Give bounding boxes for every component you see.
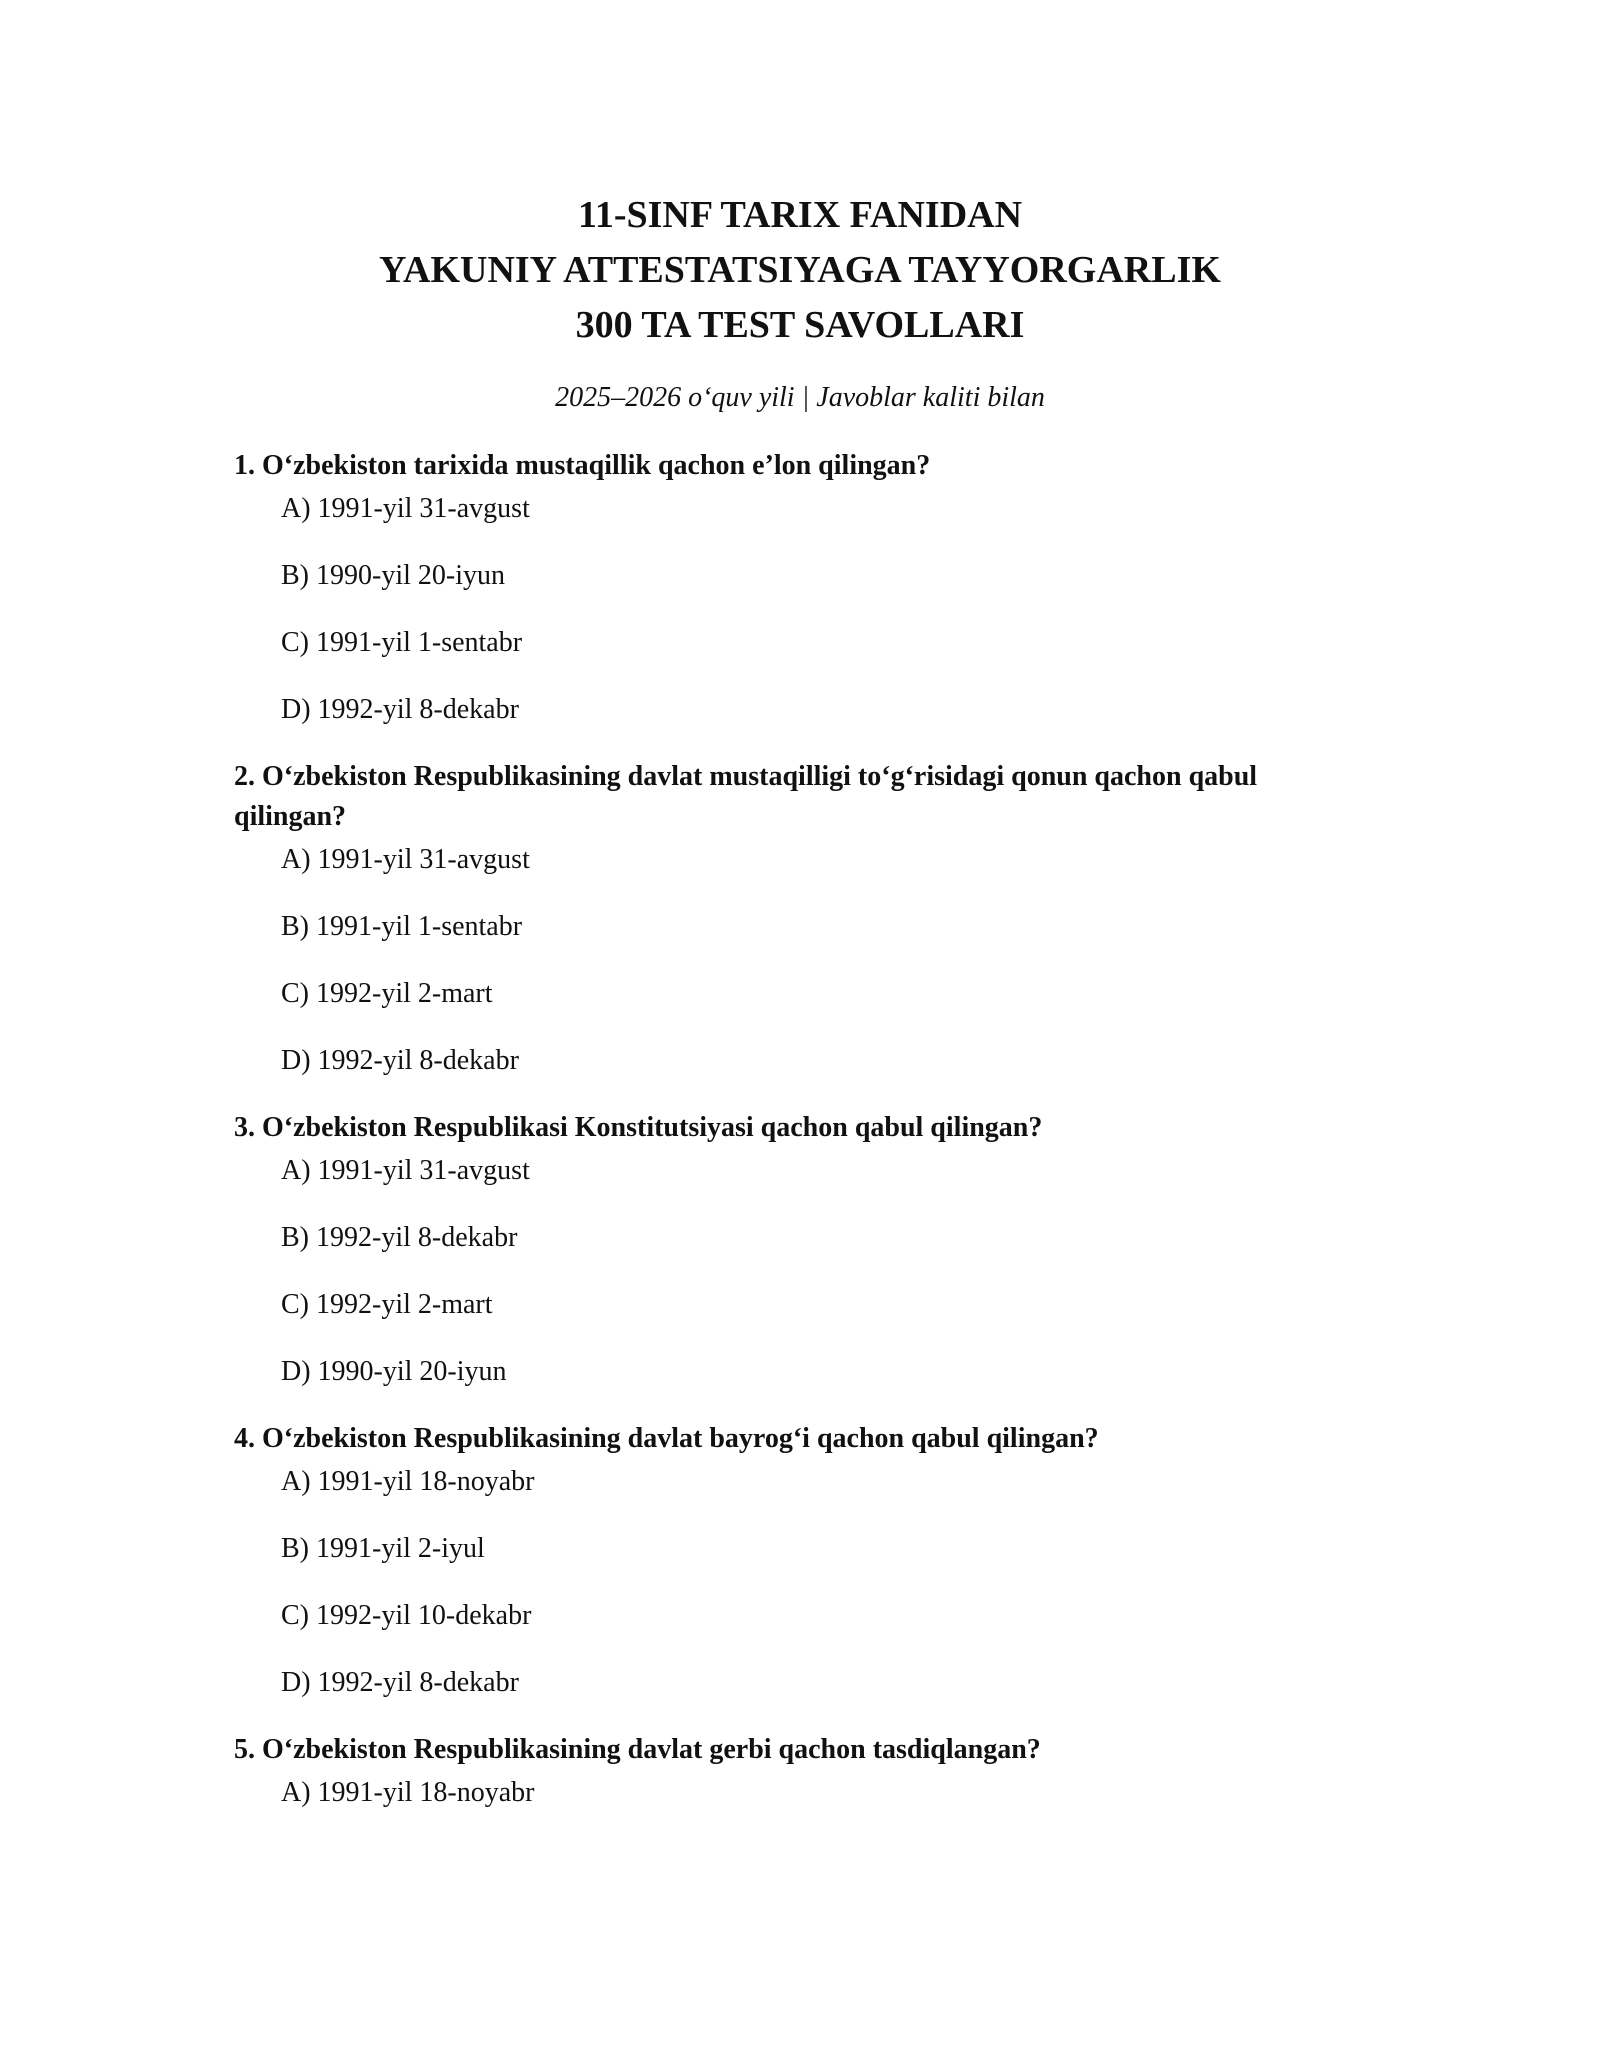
title-line-3: 300 TA TEST SAVOLLARI [575,304,1025,346]
answer-option-a: A) 1991-yil 31-avgust [281,493,530,524]
title-line-2: YAKUNIY ATTESTATSIYAGA TAYYORGARLIK [379,249,1221,291]
question-text: 2. O‘zbekiston Respublikasining davlat mustaqilligi to‘g‘risidagi qonun qachon qabul qilingan? [234,761,1258,832]
answer-option-d: D) 1992-yil 8-dekabr [281,694,519,725]
question-3 [234,1108,1354,1392]
answer-option-b: B) 1990-yil 20-iyun [281,560,505,591]
answer-option-d: D) 1990-yil 20-iyun [281,1356,507,1387]
question-1 [234,446,1354,730]
answer-option-c: C) 1992-yil 10-dekabr [281,1600,532,1631]
question-4 [234,1419,1354,1703]
document-subtitle: 2025–2026 o‘quv yili | Javoblar kaliti bilan [555,382,1045,413]
answer-option-a: A) 1991-yil 18-noyabr [281,1466,535,1497]
answer-option-b: B) 1991-yil 1-sentabr [281,911,523,942]
answer-option-a: A) 1991-yil 31-avgust [281,844,530,875]
answer-option-a: A) 1991-yil 31-avgust [281,1155,530,1186]
title-line-1: 11-SINF TARIX FANIDAN [577,194,1023,236]
answer-option-c: C) 1991-yil 1-sentabr [281,627,523,658]
answer-option-c: C) 1992-yil 2-mart [281,978,493,1009]
answer-option-c: C) 1992-yil 2-mart [281,1289,493,1320]
questions-list [234,446,1354,1821]
answer-option-a: A) 1991-yil 18-noyabr [281,1777,535,1808]
question-2 [234,757,1354,1081]
document-title [0,188,1600,353]
answer-option-b: B) 1992-yil 8-dekabr [281,1222,518,1253]
question-text: 4. O‘zbekiston Respublikasining davlat bayrog‘i qachon qabul qilingan? [234,1423,1099,1454]
answer-option-d: D) 1992-yil 8-dekabr [281,1045,519,1076]
question-text: 5. O‘zbekiston Respublikasining davlat gerbi qachon tasdiqlangan? [234,1734,1041,1765]
answer-option-d: D) 1992-yil 8-dekabr [281,1667,519,1698]
question-text: 1. O‘zbekiston tarixida mustaqillik qachon e’lon qilingan? [234,450,931,481]
question-5 [234,1730,1354,1813]
question-text: 3. O‘zbekiston Respublikasi Konstitutsiyasi qachon qabul qilingan? [234,1112,1043,1143]
answer-option-b: B) 1991-yil 2-iyul [281,1533,485,1564]
